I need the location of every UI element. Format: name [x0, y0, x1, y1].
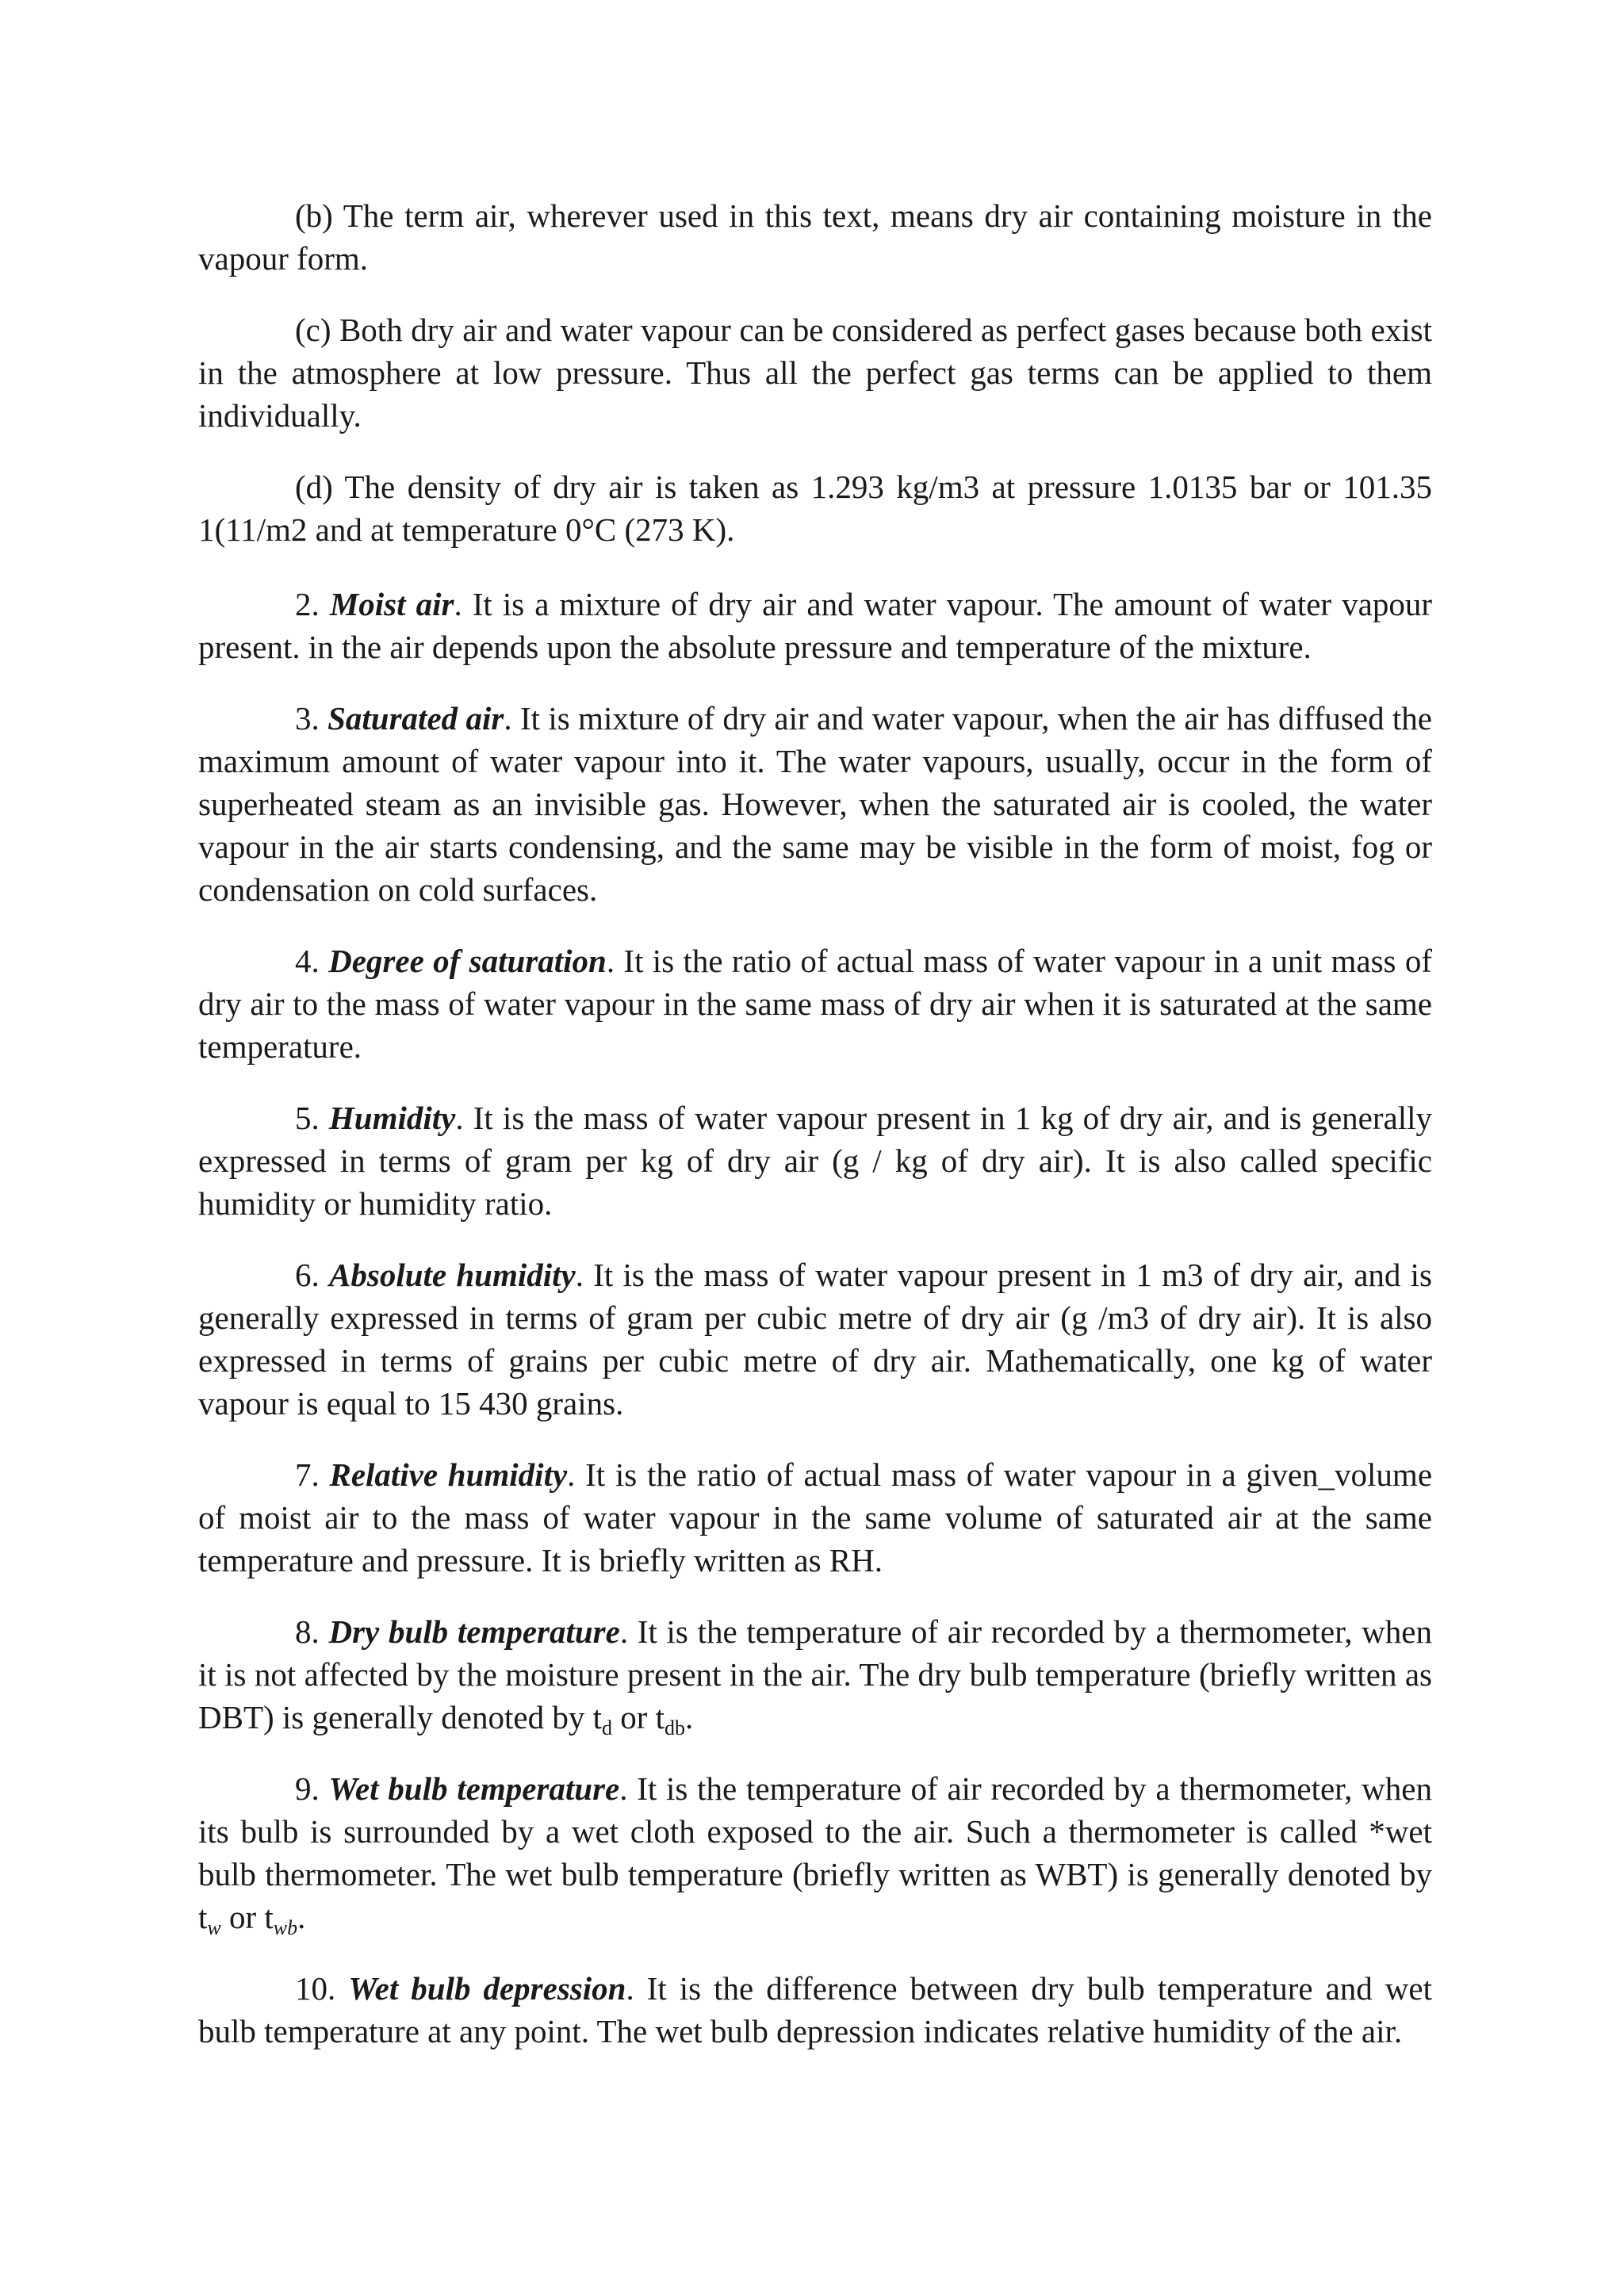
item-number: 3.: [295, 700, 328, 737]
definition-saturated-air: [198, 697, 1432, 911]
subscript: db: [665, 1716, 686, 1739]
definition-absolute-humidity: [198, 1253, 1432, 1425]
definition-relative-humidity: [198, 1453, 1432, 1582]
definition-text: . It is the ratio of actual mass of water vapour in a given_volume of moist air to the mass of water vapour in the same volume of saturated air at the same temperature and pressure. It is briefly written as RH.: [198, 1456, 1433, 1578]
paragraph-text: (d) The density of dry air is taken as 1.293 kg/m3 at pressure 1.0135 bar or 101.35 1(11/m2 and at temperature 0°C (273 K).: [198, 469, 1432, 548]
definition-dry-bulb-temperature: [198, 1610, 1432, 1739]
definition-degree-of-saturation: [198, 939, 1432, 1068]
subscript: d: [601, 1716, 612, 1739]
paragraph-b: [198, 194, 1432, 280]
term-heading: Humidity: [328, 1100, 456, 1136]
definition-text: . It is the temperature of air recorded by a thermometer, when it is not affected by the moisture present in the air. The dry bulb temperature (briefly written as DBT) is generally denoted by t: [198, 1613, 1433, 1735]
subscript: wb: [273, 1916, 298, 1939]
definition-text: . It is the mass of water vapour present in 1 m3 of dry air, and is generally expressed in terms of gram per cubic metre of dry air (g /m3 of dry air). It is also expressed in terms of grains per cubic metre of dry air. Mathematically, one kg of water vapour is equal to 15 430 grains.: [198, 1257, 1433, 1422]
item-number: 2.: [295, 586, 330, 622]
definition-text: . It is the mass of water vapour present in 1 kg of dry air, and is generally expressed in terms of gram per kg of dry air (g / kg of dry air). It is also called specific humidity or humidity ratio.: [198, 1100, 1432, 1222]
item-number: 9.: [295, 1770, 329, 1807]
term-heading: Dry bulb temperature: [328, 1613, 620, 1650]
definition-text: .: [297, 1899, 306, 1935]
item-number: 5.: [295, 1100, 329, 1136]
term-heading: Wet bulb temperature: [328, 1770, 620, 1807]
term-heading: Relative humidity: [329, 1456, 568, 1493]
definition-text: or t: [220, 1899, 274, 1935]
definition-wet-bulb-temperature: [198, 1767, 1432, 1938]
term-heading: Saturated air: [327, 700, 504, 737]
paragraph-text: (b) The term air, wherever used in this text, means dry air containing moisture in the vapour form.: [198, 197, 1432, 277]
term-heading: Wet bulb depression: [348, 1970, 626, 2007]
definition-text: or t: [611, 1699, 665, 1735]
item-number: 4.: [295, 943, 329, 979]
definition-text: . It is the ratio of actual mass of water vapour in a unit mass of dry air to the mass of water vapour in the same mass of dry air when it is saturated at the same temperature.: [198, 943, 1433, 1065]
definition-wet-bulb-depression: [198, 1967, 1432, 2053]
item-number: 6.: [295, 1257, 330, 1293]
paragraph-text: (c) Both dry air and water vapour can be considered as perfect gases because both exist in the atmosphere at low pressure. Thus all the perfect gas terms can be applied to them individually.: [198, 312, 1432, 434]
paragraph-d: [198, 465, 1432, 551]
item-number: 10.: [295, 1970, 349, 2007]
term-heading: Moist air: [329, 586, 454, 622]
definition-text: . It is mixture of dry air and water vapour, when the air has diffused the maximum amount of water vapour into it. The water vapours, usually, occur in the form of superheated steam as an invisible gas. However, when the saturated air is cooled, the water vapour in the air starts condensing, and the same may be visible in the form of moist, fog or condensation on cold surfaces.: [198, 700, 1433, 908]
document-page: [198, 194, 1432, 2081]
definition-humidity: [198, 1096, 1432, 1225]
paragraph-c: [198, 308, 1432, 437]
term-heading: Absolute humidity: [329, 1257, 576, 1293]
definition-text: . It is the temperature of air recorded by a thermometer, when its bulb is surrounded by a wet cloth exposed to the air. Such a thermometer is called *wet bulb thermometer. The wet bulb temperature (briefly written as WBT) is generally denoted by t: [198, 1770, 1432, 1935]
definition-text: .: [685, 1699, 694, 1735]
item-number: 7.: [295, 1456, 330, 1493]
item-number: 8.: [295, 1613, 329, 1650]
definition-text: . It is the difference between dry bulb temperature and wet bulb temperature at any point. The wet bulb depression indicates relative humidity of the air.: [198, 1970, 1433, 2049]
definition-text: . It is a mixture of dry air and water vapour. The amount of water vapour present. in the air depends upon the absolute pressure and temperature of the mixture.: [198, 586, 1432, 665]
subscript: w: [207, 1916, 221, 1939]
term-heading: Degree of saturation: [328, 943, 607, 979]
definition-moist-air: [198, 583, 1432, 668]
